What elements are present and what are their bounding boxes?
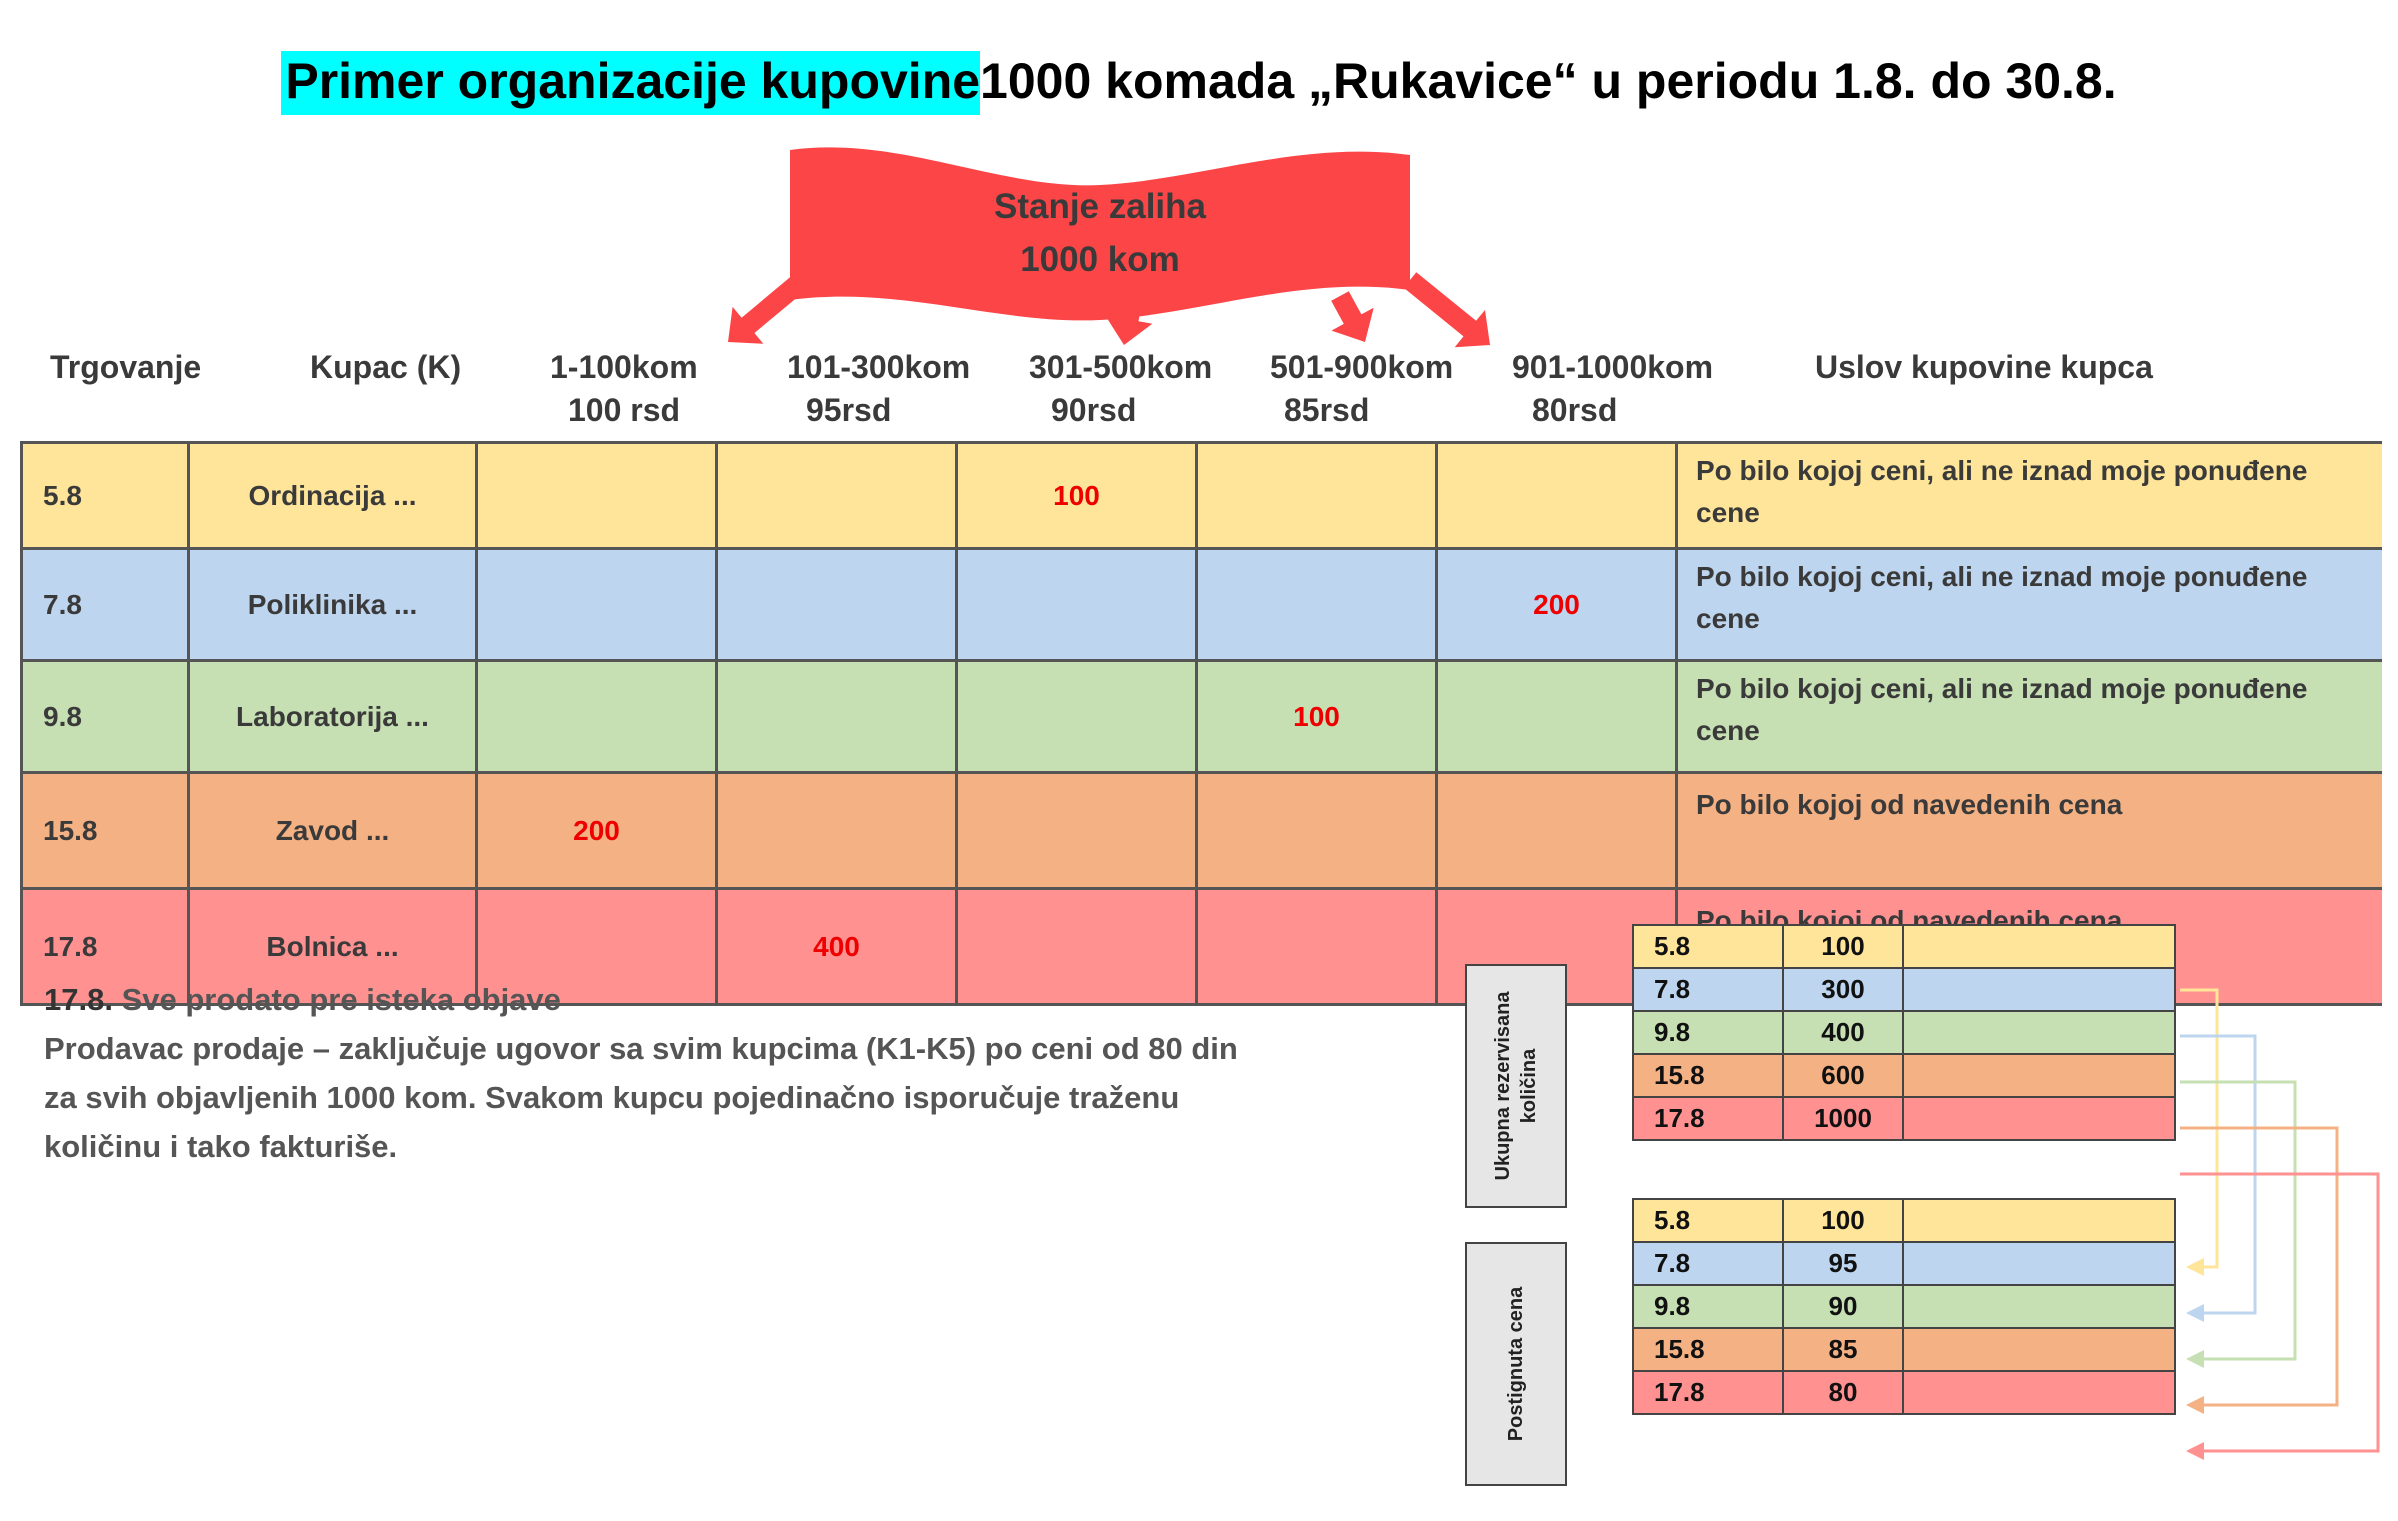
row-quantity: 400 bbox=[717, 889, 957, 1005]
reserved-value: 400 bbox=[1783, 1011, 1903, 1054]
achieved-value: 80 bbox=[1783, 1371, 1903, 1414]
row-date: 17.8 bbox=[22, 889, 189, 1005]
row-quantity: 100 bbox=[957, 443, 1197, 549]
reserved-label-line1: Ukupna rezervisana bbox=[1492, 991, 1514, 1181]
tier-1-range: 1-100kom bbox=[550, 349, 698, 385]
summary-line-1-text: Sve prodato pre isteka objave bbox=[121, 982, 561, 1017]
title-rest: 1000 komada „Rukavice“ u periodu 1.8. do 30.8. bbox=[980, 53, 2117, 109]
tier-5-range: 901-1000kom bbox=[1512, 349, 1714, 385]
reserved-value: 300 bbox=[1783, 968, 1903, 1011]
reserved-value: 100 bbox=[1783, 925, 1903, 968]
row-quantity: 200 bbox=[477, 773, 717, 889]
connector-arrowhead-4 bbox=[2186, 1396, 2204, 1414]
row-condition: Po bilo kojoj od navedenih cena bbox=[1677, 773, 2382, 889]
tier-2-price: 95rsd bbox=[806, 392, 892, 428]
reserved-date: 9.8 bbox=[1633, 1011, 1783, 1054]
tier-4-range: 501-900kom bbox=[1270, 349, 1454, 385]
reserved-label-line2: količina bbox=[1518, 1048, 1540, 1124]
row-buyer: Laboratorija ... bbox=[189, 661, 477, 773]
row-condition: Po bilo kojoj ceni, ali ne iznad moje ponuđene cene bbox=[1677, 549, 2382, 661]
tier-3-price: 90rsd bbox=[1051, 392, 1137, 428]
summary-line-4: količinu i tako fakturiše. bbox=[44, 1129, 398, 1164]
row-buyer: Bolnica ... bbox=[189, 889, 477, 1005]
row-condition: Po bilo kojoj od navedenih cena bbox=[1677, 889, 2382, 1005]
reserved-date: 5.8 bbox=[1633, 925, 1783, 968]
row-date: 5.8 bbox=[22, 443, 189, 549]
connector-arrowhead-2 bbox=[2186, 1304, 2204, 1322]
row-quantity: 100 bbox=[1197, 661, 1437, 773]
reserved-date: 7.8 bbox=[1633, 968, 1783, 1011]
achieved-value: 100 bbox=[1783, 1199, 1903, 1242]
achieved-label-text: Postignuta cena bbox=[1505, 1286, 1527, 1442]
reserved-value: 600 bbox=[1783, 1054, 1903, 1097]
tier-1-price: 100 rsd bbox=[568, 392, 681, 428]
tier-4-price: 85rsd bbox=[1284, 392, 1370, 428]
achieved-value: 90 bbox=[1783, 1285, 1903, 1328]
achieved-date: 9.8 bbox=[1633, 1285, 1783, 1328]
reserved-date: 15.8 bbox=[1633, 1054, 1783, 1097]
banner-line1: Stanje zaliha bbox=[993, 187, 1207, 226]
tier-2-range: 101-300kom bbox=[787, 349, 971, 385]
achieved-date: 15.8 bbox=[1633, 1328, 1783, 1371]
row-buyer: Ordinacija ... bbox=[189, 443, 477, 549]
summary-line-2: Prodavac prodaje – zaključuje ugovor sa svim kupcima (K1-K5) po ceni od 80 din bbox=[44, 1031, 1238, 1066]
achieved-value: 95 bbox=[1783, 1242, 1903, 1285]
achieved-date: 17.8 bbox=[1633, 1371, 1783, 1414]
summary-line-3: za svih objavljenih 1000 kom. Svakom kupcu pojedinačno isporučuje traženu bbox=[44, 1080, 1180, 1115]
achieved-date: 7.8 bbox=[1633, 1242, 1783, 1285]
reserved-date: 17.8 bbox=[1633, 1097, 1783, 1140]
connector-arrowhead-5 bbox=[2186, 1442, 2204, 1460]
row-date: 9.8 bbox=[22, 661, 189, 773]
row-buyer: Zavod ... bbox=[189, 773, 477, 889]
achieved-value: 85 bbox=[1783, 1328, 1903, 1371]
row-date: 7.8 bbox=[22, 549, 189, 661]
row-condition: Po bilo kojoj ceni, ali ne iznad moje ponuđene cene bbox=[1677, 661, 2382, 773]
summary-date: 17.8. bbox=[44, 982, 113, 1017]
header-buyer: Kupac (K) bbox=[310, 349, 462, 385]
banner-line2: 1000 kom bbox=[1020, 240, 1180, 279]
row-quantity: 200 bbox=[1437, 549, 1677, 661]
connector-arrowhead-3 bbox=[2186, 1350, 2204, 1368]
row-date: 15.8 bbox=[22, 773, 189, 889]
connector-arrowhead-1 bbox=[2186, 1258, 2204, 1276]
tier-5-price: 80rsd bbox=[1532, 392, 1618, 428]
row-condition: Po bilo kojoj ceni, ali ne iznad moje ponuđene cene bbox=[1677, 443, 2382, 549]
achieved-date: 5.8 bbox=[1633, 1199, 1783, 1242]
header-trading: Trgovanje bbox=[50, 349, 202, 385]
header-condition: Uslov kupovine kupca bbox=[1815, 349, 2153, 385]
tier-3-range: 301-500kom bbox=[1029, 349, 1213, 385]
reserved-value: 1000 bbox=[1783, 1097, 1903, 1140]
row-buyer: Poliklinika ... bbox=[189, 549, 477, 661]
title-highlight: Primer organizacije kupovine bbox=[281, 51, 980, 115]
